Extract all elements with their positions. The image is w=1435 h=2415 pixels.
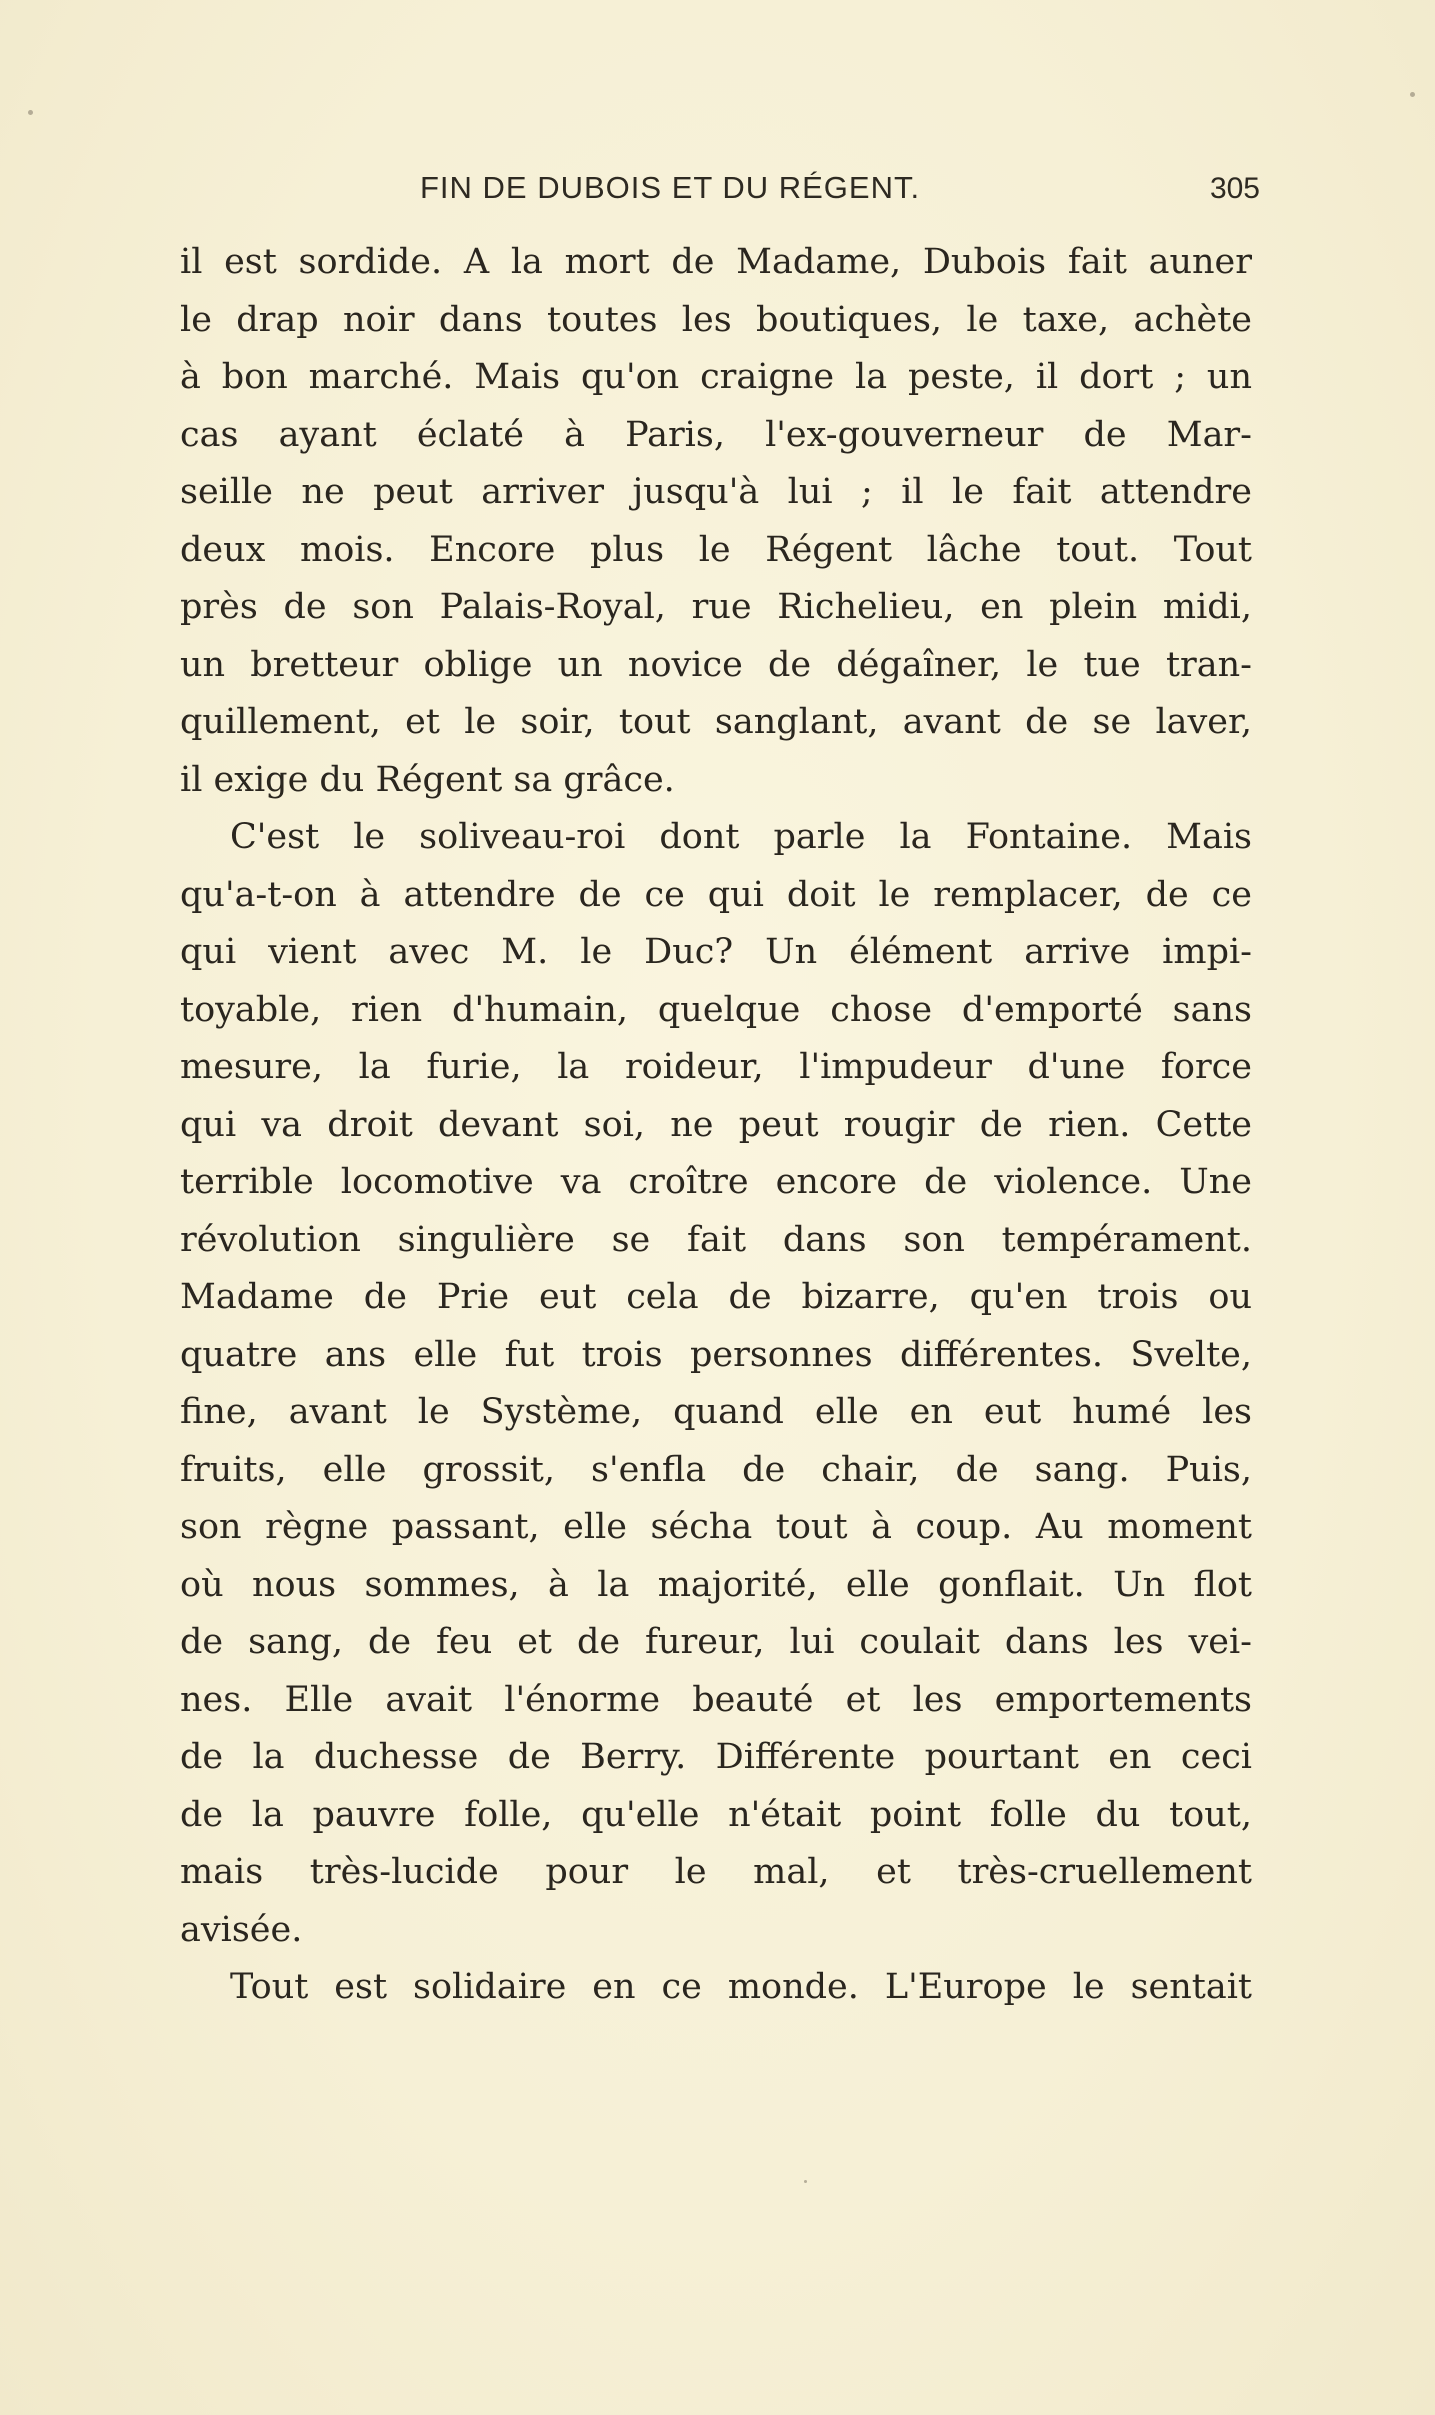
text-line: Madame de Prie eut cela de bizarre, qu'en trois ou [180,1277,1252,1317]
text-line: toyable, rien d'humain, quelque chose d'emporté sans [180,989,1252,1030]
text-line: quatre ans elle fut trois personnes différentes. Svelte, [180,1334,1252,1375]
paragraph-first-line: Tout est solidaire en ce monde. L'Europe le sentait [230,1967,1252,2007]
text-line: un bretteur oblige un novice de dégaîner, le tue tran- [180,644,1252,685]
paragraph-first-line: C'est le soliveau-roi dont parle la Fontaine. Mais [230,817,1252,857]
page-number: 305 [1209,172,1260,205]
paper-speck [1410,92,1415,97]
text-line: de la duchesse de Berry. Différente pourtant en ceci [180,1737,1252,1777]
running-title: FIN DE DUBOIS ET DU RÉGENT. [420,170,921,205]
text-line: le drap noir dans toutes les boutiques, le taxe, achète [180,299,1252,340]
text-line: de sang, de feu et de fureur, lui coulait dans les vei- [180,1622,1252,1662]
text-line: qui vient avec M. le Duc? Un élément arrive impi- [180,932,1252,972]
text-line: près de son Palais-Royal, rue Richelieu, en plein midi, [180,587,1252,627]
body-text [180,234,1252,2017]
text-line: qu'a-t-on à attendre de ce qui doit le remplacer, de ce [180,874,1252,915]
text-line: cas ayant éclaté à Paris, l'ex-gouverneur de Mar- [180,414,1252,455]
paper-speck [28,110,33,115]
text-line: fine, avant le Système, quand elle en eut humé les [180,1392,1252,1432]
paper-speck [804,2180,807,2183]
text-line: nes. Elle avait l'énorme beauté et les emportements [180,1679,1252,1720]
text-line: où nous sommes, à la majorité, elle gonflait. Un flot [180,1564,1252,1605]
running-head [180,170,1260,214]
text-line: avisée. [180,1909,303,1950]
text-line: fruits, elle grossit, s'enfla de chair, de sang. Puis, [180,1449,1252,1490]
text-line: terrible locomotive va croître encore de violence. Une [180,1162,1252,1202]
text-line: révolution singulière se fait dans son tempérament. [180,1219,1252,1260]
text-line: mais très-lucide pour le mal, et très-cruellement [180,1852,1252,1892]
text-line: seille ne peut arriver jusqu'à lui ; il le fait attendre [180,472,1252,512]
text-line: il est sordide. A la mort de Madame, Dubois fait auner [180,242,1252,282]
text-line: deux mois. Encore plus le Régent lâche tout. Tout [180,529,1252,570]
text-line: il exige du Régent sa grâce. [180,759,675,800]
text-line: de la pauvre folle, qu'elle n'était point folle du tout, [180,1794,1252,1835]
text-line: mesure, la furie, la roideur, l'impudeur d'une force [180,1047,1252,1087]
text-line: qui va droit devant soi, ne peut rougir de rien. Cette [180,1104,1252,1145]
text-line: son règne passant, elle sécha tout à coup. Au moment [180,1507,1252,1547]
text-line: quillement, et le soir, tout sanglant, avant de se laver, [180,702,1252,742]
text-line: à bon marché. Mais qu'on craigne la peste, il dort ; un [180,357,1252,397]
